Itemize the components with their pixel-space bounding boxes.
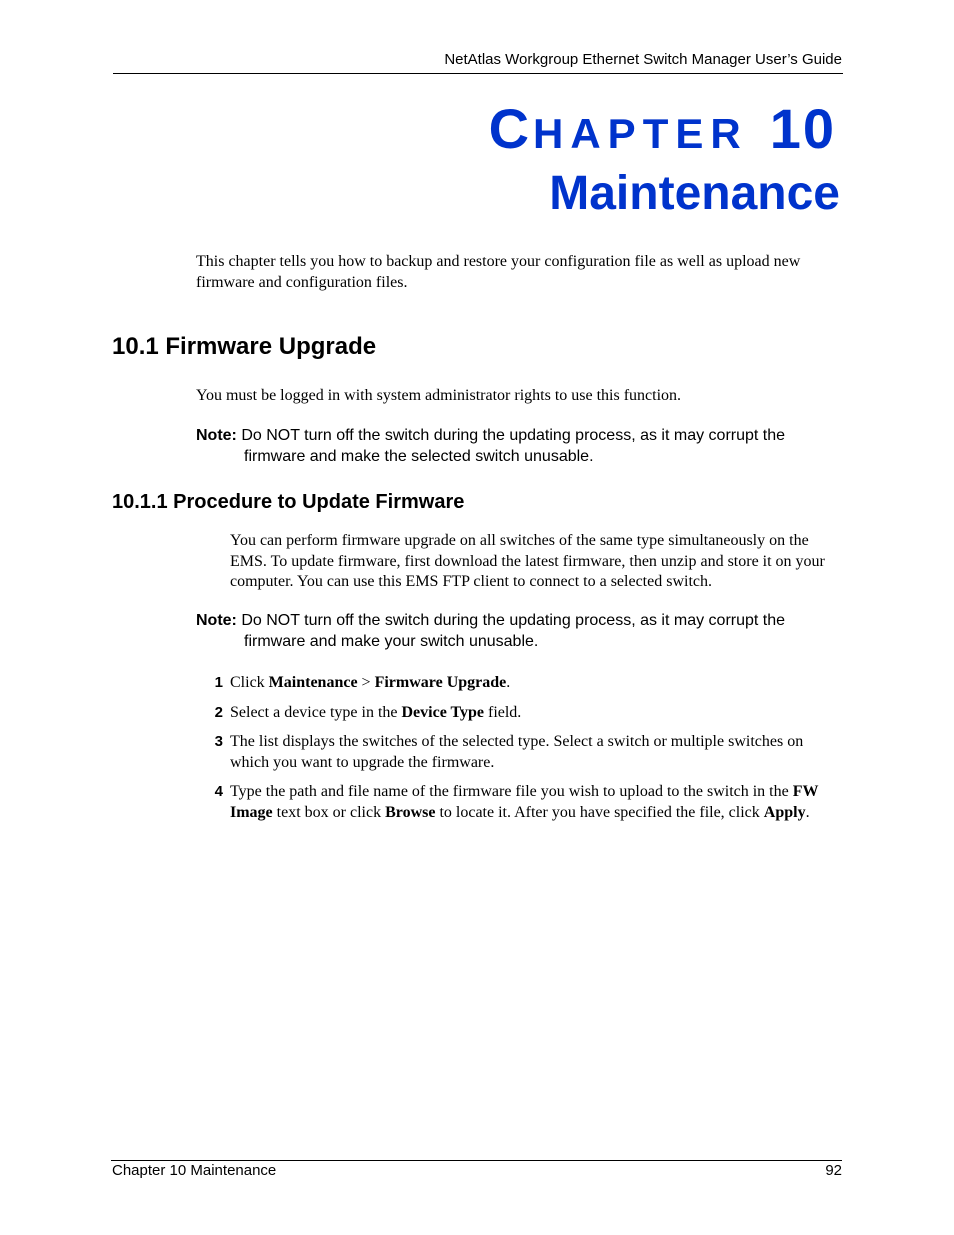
footer-page-number: 92 <box>825 1162 842 1179</box>
step-number: 4 <box>214 783 223 800</box>
step-4: 4 Type the path and file name of the firmware file you wish to upload to the switch in the FW Image text box or click Browse to locate it. After you have specified the file, click Apply. <box>205 782 845 823</box>
note-label: Note: <box>196 612 237 629</box>
section-10-1-paragraph: You must be logged in with system administrator rights to use this function. <box>196 387 682 404</box>
section-heading-10-1: 10.1 Firmware Upgrade <box>112 333 377 360</box>
chapter-number: 10 <box>769 97 836 160</box>
note-10-1-1 <box>196 611 846 652</box>
menu-maintenance: Maintenance <box>268 674 358 691</box>
section-10-1-1-paragraph: You can perform firmware upgrade on all switches of the same type simultaneously on the EMS. To update firmware, first download the latest firmware, then unzip and store it on your computer. You can use this EMS FTP client to connect to a selected switch. <box>230 532 825 590</box>
step-number: 2 <box>214 704 223 721</box>
header-rule <box>113 73 843 74</box>
footer-rule <box>111 1160 842 1161</box>
step-3: 3 The list displays the switches of the selected type. Select a switch or multiple switches on which you want to upgrade the firmware. <box>205 732 845 773</box>
note-label: Note: <box>196 427 237 444</box>
note-10-1 <box>196 426 846 467</box>
chapter-label-initial: C <box>488 97 534 160</box>
field-device-type: Device Type <box>401 704 484 721</box>
chapter-label-rest: HAPTER <box>533 110 748 157</box>
menu-firmware-upgrade: Firmware Upgrade <box>374 674 507 691</box>
button-browse-ref: Browse <box>385 803 436 821</box>
step-1: 1 Click Maintenance > Firmware Upgrade. <box>205 673 845 694</box>
chapter-title: Maintenance <box>549 167 840 220</box>
chapter-label <box>489 96 836 161</box>
note-text: Do NOT turn off the switch during the updating process, as it may corrupt the firmware and make your switch unusable. <box>241 612 786 650</box>
field-fw-image: FW Image <box>230 783 819 821</box>
footer-chapter-label: Chapter 10 Maintenance <box>112 1162 277 1179</box>
step-number: 3 <box>214 733 223 750</box>
note-text: Do NOT turn off the switch during the updating process, as it may corrupt the firmware and make the selected switch unusable. <box>241 427 786 465</box>
section-heading-10-1-1: 10.1.1 Procedure to Update Firmware <box>112 491 465 513</box>
button-apply-ref: Apply <box>763 803 806 821</box>
running-header-title: NetAtlas Workgroup Ethernet Switch Manager User’s Guide <box>444 51 842 68</box>
intro-paragraph: This chapter tells you how to backup and restore your configuration file as well as upload new firmware and configuration files. <box>196 253 801 291</box>
step-number: 1 <box>214 674 223 691</box>
step-2: 2 Select a device type in the Device Type field. <box>205 703 845 724</box>
